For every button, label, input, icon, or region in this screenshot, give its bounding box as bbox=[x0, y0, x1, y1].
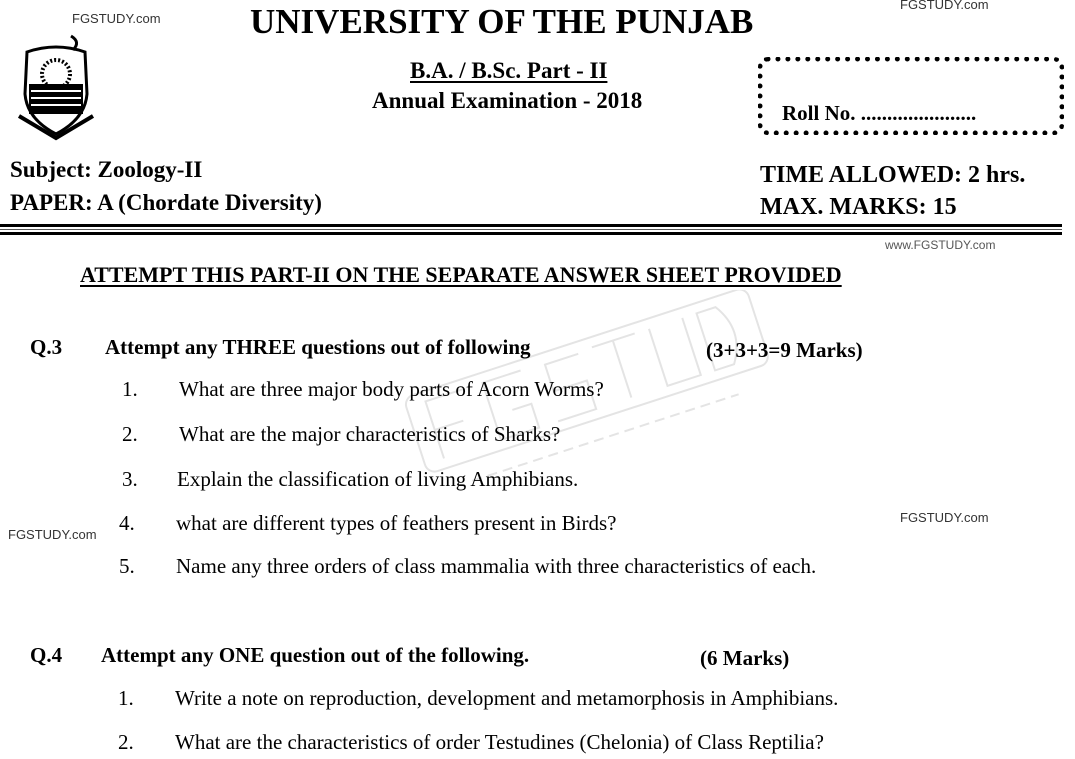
subject-label: Subject: Zoology-II bbox=[10, 157, 203, 182]
paper-label: PAPER: A (Chordate Diversity) bbox=[10, 190, 322, 215]
list-item: what are different types of feathers present in Birds? bbox=[176, 511, 617, 535]
watermark-text: FGSTUDY.com bbox=[8, 527, 97, 542]
q3-number: Q.3 bbox=[30, 335, 63, 359]
list-item-number: 5. bbox=[119, 554, 135, 578]
q4-number: Q.4 bbox=[30, 643, 63, 667]
list-item-number: 2. bbox=[122, 422, 138, 446]
list-item-number: 1. bbox=[118, 686, 134, 710]
list-item: Explain the classification of living Amphibians. bbox=[177, 467, 579, 491]
watermark-text: www.FGSTUDY.com bbox=[885, 238, 996, 252]
university-crest-icon bbox=[15, 34, 97, 142]
list-item: What are the major characteristics of Sharks? bbox=[179, 422, 561, 446]
list-item: What are three major body parts of Acorn Worms? bbox=[179, 377, 604, 401]
list-item-number: 1. bbox=[122, 377, 138, 401]
list-item: Write a note on reproduction, development and metamorphosis in Amphibians. bbox=[175, 686, 839, 710]
list-item: Name any three orders of class mammalia with three characteristics of each. bbox=[176, 554, 817, 578]
list-item: What are the characteristics of order Testudines (Chelonia) of Class Reptilia? bbox=[175, 730, 824, 754]
divider bbox=[0, 229, 1062, 230]
divider bbox=[0, 224, 1062, 227]
divider bbox=[0, 232, 1062, 235]
q4-marks: (6 Marks) bbox=[700, 646, 790, 670]
max-marks: MAX. MARKS: 15 bbox=[760, 194, 957, 220]
watermark-text: FGSTUDY.com bbox=[900, 0, 989, 12]
watermark-text: FGSTUDY.com bbox=[72, 11, 161, 26]
q3-marks: (3+3+3=9 Marks) bbox=[706, 338, 863, 362]
program-title: B.A. / B.Sc. Part - II bbox=[410, 58, 608, 83]
list-item-number: 3. bbox=[122, 467, 138, 491]
university-title: UNIVERSITY OF THE PUNJAB bbox=[250, 2, 754, 41]
roll-number-label: Roll No. ...................... bbox=[782, 101, 977, 125]
instruction: ATTEMPT THIS PART-II ON THE SEPARATE ANSWER SHEET PROVIDED bbox=[80, 262, 842, 287]
watermark-text: FGSTUDY.com bbox=[900, 510, 989, 525]
list-item-number: 4. bbox=[119, 511, 135, 535]
list-item-number: 2. bbox=[118, 730, 134, 754]
exam-title: Annual Examination - 2018 bbox=[372, 88, 643, 113]
q3-text: Attempt any THREE questions out of following bbox=[105, 335, 531, 359]
q4-text: Attempt any ONE question out of the following. bbox=[101, 643, 530, 667]
time-allowed: TIME ALLOWED: 2 hrs. bbox=[760, 162, 1026, 188]
